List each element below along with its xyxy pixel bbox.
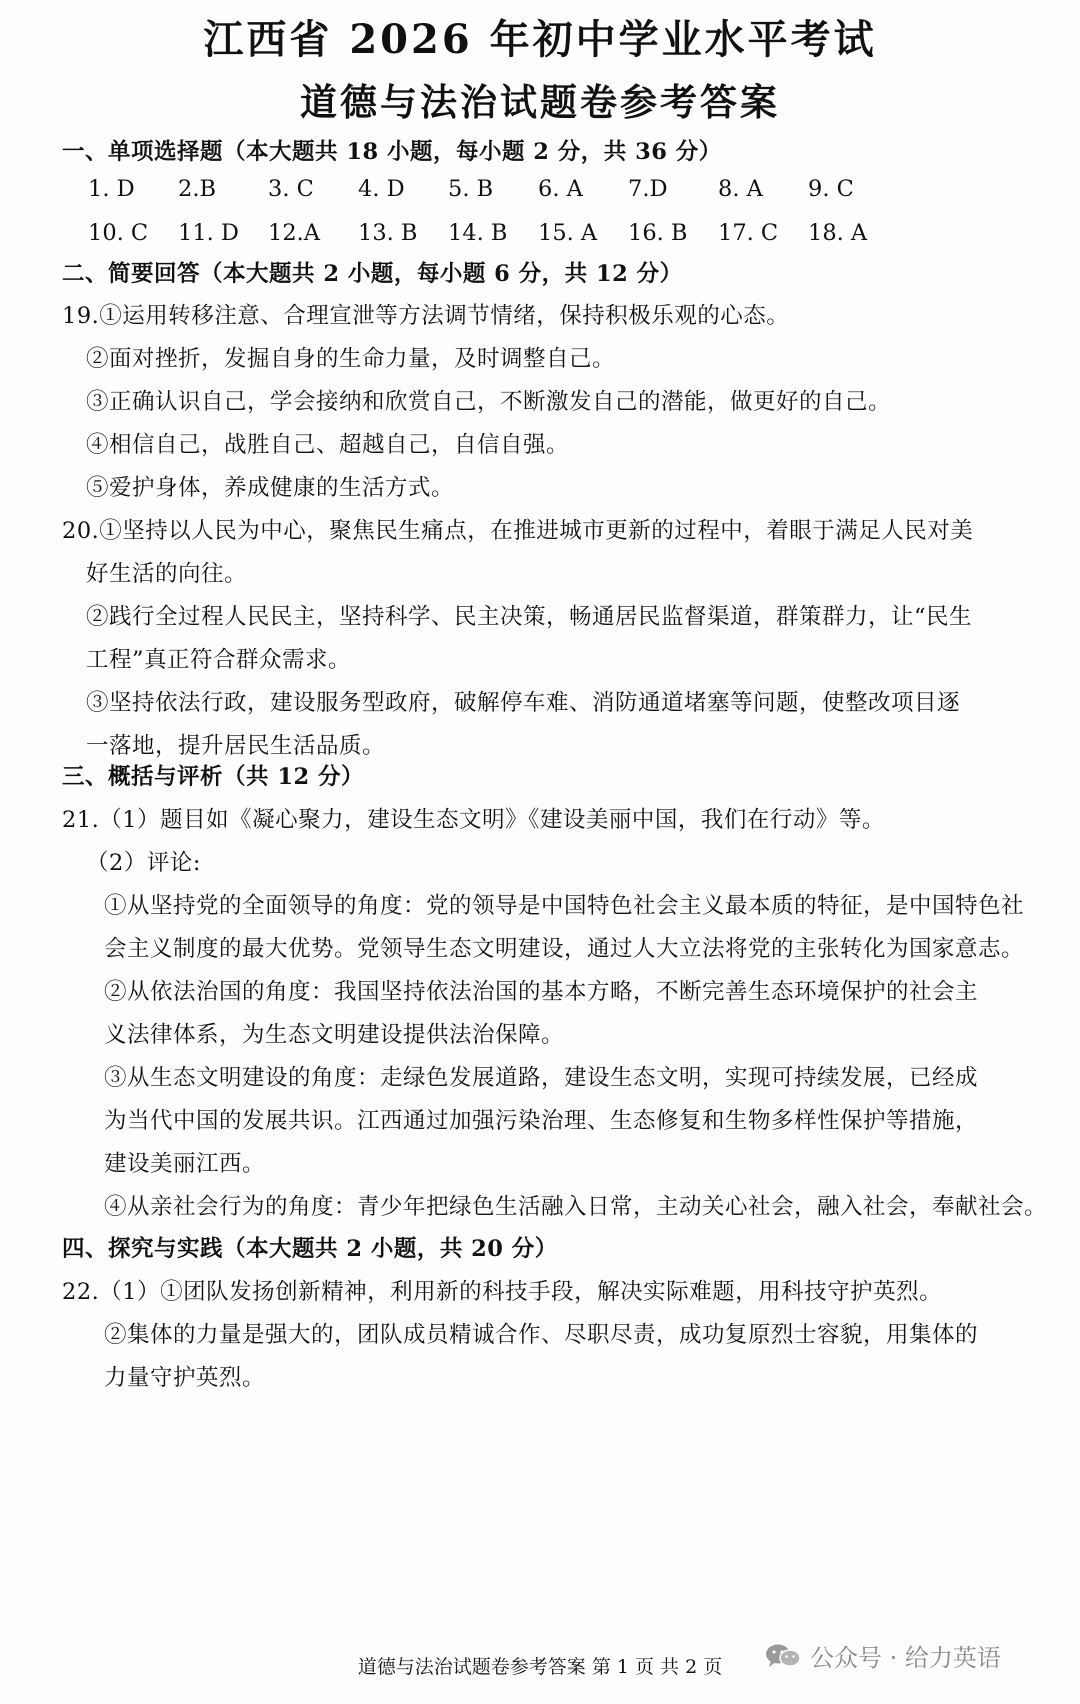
- answer-item: 2.B: [178, 176, 217, 202]
- answer-item: 18. A: [808, 220, 868, 246]
- answer-item: 15. A: [538, 220, 598, 246]
- q19-line: ③正确认识自己，学会接纳和欣赏自己，不断激发自己的潜能，做更好的自己。: [86, 389, 892, 415]
- answer-item: 7.D: [628, 176, 668, 202]
- section-4-heading: 四、探究与实践（本大题共 2 小题，共 20 分）: [62, 1236, 558, 1262]
- q20-line: ②践行全过程人民民主，坚持科学、民主决策，畅通居民监督渠道，群策群力，让“民生: [86, 604, 973, 630]
- q20-line: 一落地，提升居民生活品质。: [86, 733, 386, 759]
- q19-line: ②面对挫折，发掘自身的生命力量，及时调整自己。: [86, 346, 616, 372]
- section-3-heading: 三、概括与评析（共 12 分）: [62, 764, 364, 790]
- q21-line: 义法律体系，为生态文明建设提供法治保障。: [104, 1022, 565, 1048]
- wechat-icon: [764, 1643, 802, 1669]
- answer-item: 5. B: [448, 176, 494, 202]
- answer-item: 6. A: [538, 176, 583, 202]
- q21-line: 为当代中国的发展共识。江西通过加强污染治理、生态修复和生物多样性保护等措施，: [104, 1108, 979, 1134]
- watermark: [764, 1638, 1001, 1673]
- q20-line: ③坚持依法行政，建设服务型政府，破解停车难、消防通道堵塞等问题，使整改项目逐: [86, 690, 961, 716]
- answer-item: 3. C: [268, 176, 314, 202]
- answer-item: 8. A: [718, 176, 763, 202]
- q19-line: ④相信自己，战胜自己、超越自己，自信自强。: [86, 432, 570, 458]
- answer-item: 10. C: [88, 220, 149, 246]
- answer-item: 13. B: [358, 220, 418, 246]
- section-2-heading: 二、简要回答（本大题共 2 小题，每小题 6 分，共 12 分）: [62, 261, 683, 287]
- q21-line: ①从坚持党的全面领导的角度：党的领导是中国特色社会主义最本质的特征，是中国特色社: [104, 893, 1025, 919]
- q20-line: 工程”真正符合群众需求。: [86, 647, 352, 673]
- answer-item: 12.A: [268, 220, 321, 246]
- q22-line: 力量守护英烈。: [104, 1365, 266, 1391]
- section-1-heading: 一、单项选择题（本大题共 18 小题，每小题 2 分，共 36 分）: [62, 139, 722, 165]
- q21-line: ②从依法治国的角度：我国坚持依法治国的基本方略，不断完善生态环境保护的社会主: [104, 979, 979, 1005]
- page-footer: 道德与法治试题卷参考答案 第 1 页 共 2 页: [357, 1656, 723, 1678]
- q21-line: 21.（1）题目如《凝心聚力，建设生态文明》《建设美丽中国，我们在行动》等。: [62, 807, 885, 833]
- watermark-text: 公众号 · 给力英语: [810, 1644, 1001, 1672]
- q21-line: ③从生态文明建设的角度：走绿色发展道路，建设生态文明，实现可持续发展，已经成: [104, 1065, 979, 1091]
- answer-item: 14. B: [448, 220, 508, 246]
- q21-line: ④从亲社会行为的角度：青少年把绿色生活融入日常，主动关心社会，融入社会，奉献社会。: [104, 1194, 1048, 1220]
- answer-item: 11. D: [178, 220, 239, 246]
- q22-line: 22.（1）①团队发扬创新精神，利用新的科技手段，解决实际难题，用科技守护英烈。: [62, 1279, 943, 1305]
- q19-line: ⑤爱护身体，养成健康的生活方式。: [86, 475, 455, 501]
- q22-line: ②集体的力量是强大的，团队成员精诚合作、尽职尽责，成功复原烈士容貌，用集体的: [104, 1322, 979, 1348]
- q21-line: 会主义制度的最大优势。党领导生态文明建设，通过人大立法将党的主张转化为国家意志。: [104, 936, 1025, 962]
- q20-line: 20.①坚持以人民为中心，聚焦民生痛点，在推进城市更新的过程中，着眼于满足人民对美: [62, 518, 974, 544]
- q19-line: 19.①运用转移注意、合理宣泄等方法调节情绪，保持积极乐观的心态。: [62, 303, 790, 329]
- answer-item: 17. C: [718, 220, 779, 246]
- q21-line: 建设美丽江西。: [104, 1151, 266, 1177]
- answer-item: 9. C: [808, 176, 854, 202]
- page-title: 江西省 2026 年初中学业水平考试: [203, 16, 877, 63]
- answer-item: 4. D: [358, 176, 405, 202]
- answer-item: 1. D: [88, 176, 135, 202]
- page-subtitle: 道德与法治试题卷参考答案: [300, 80, 780, 124]
- q20-line: 好生活的向往。: [86, 561, 248, 587]
- answer-item: 16. B: [628, 220, 688, 246]
- q21-line: （2）评论:: [86, 850, 201, 876]
